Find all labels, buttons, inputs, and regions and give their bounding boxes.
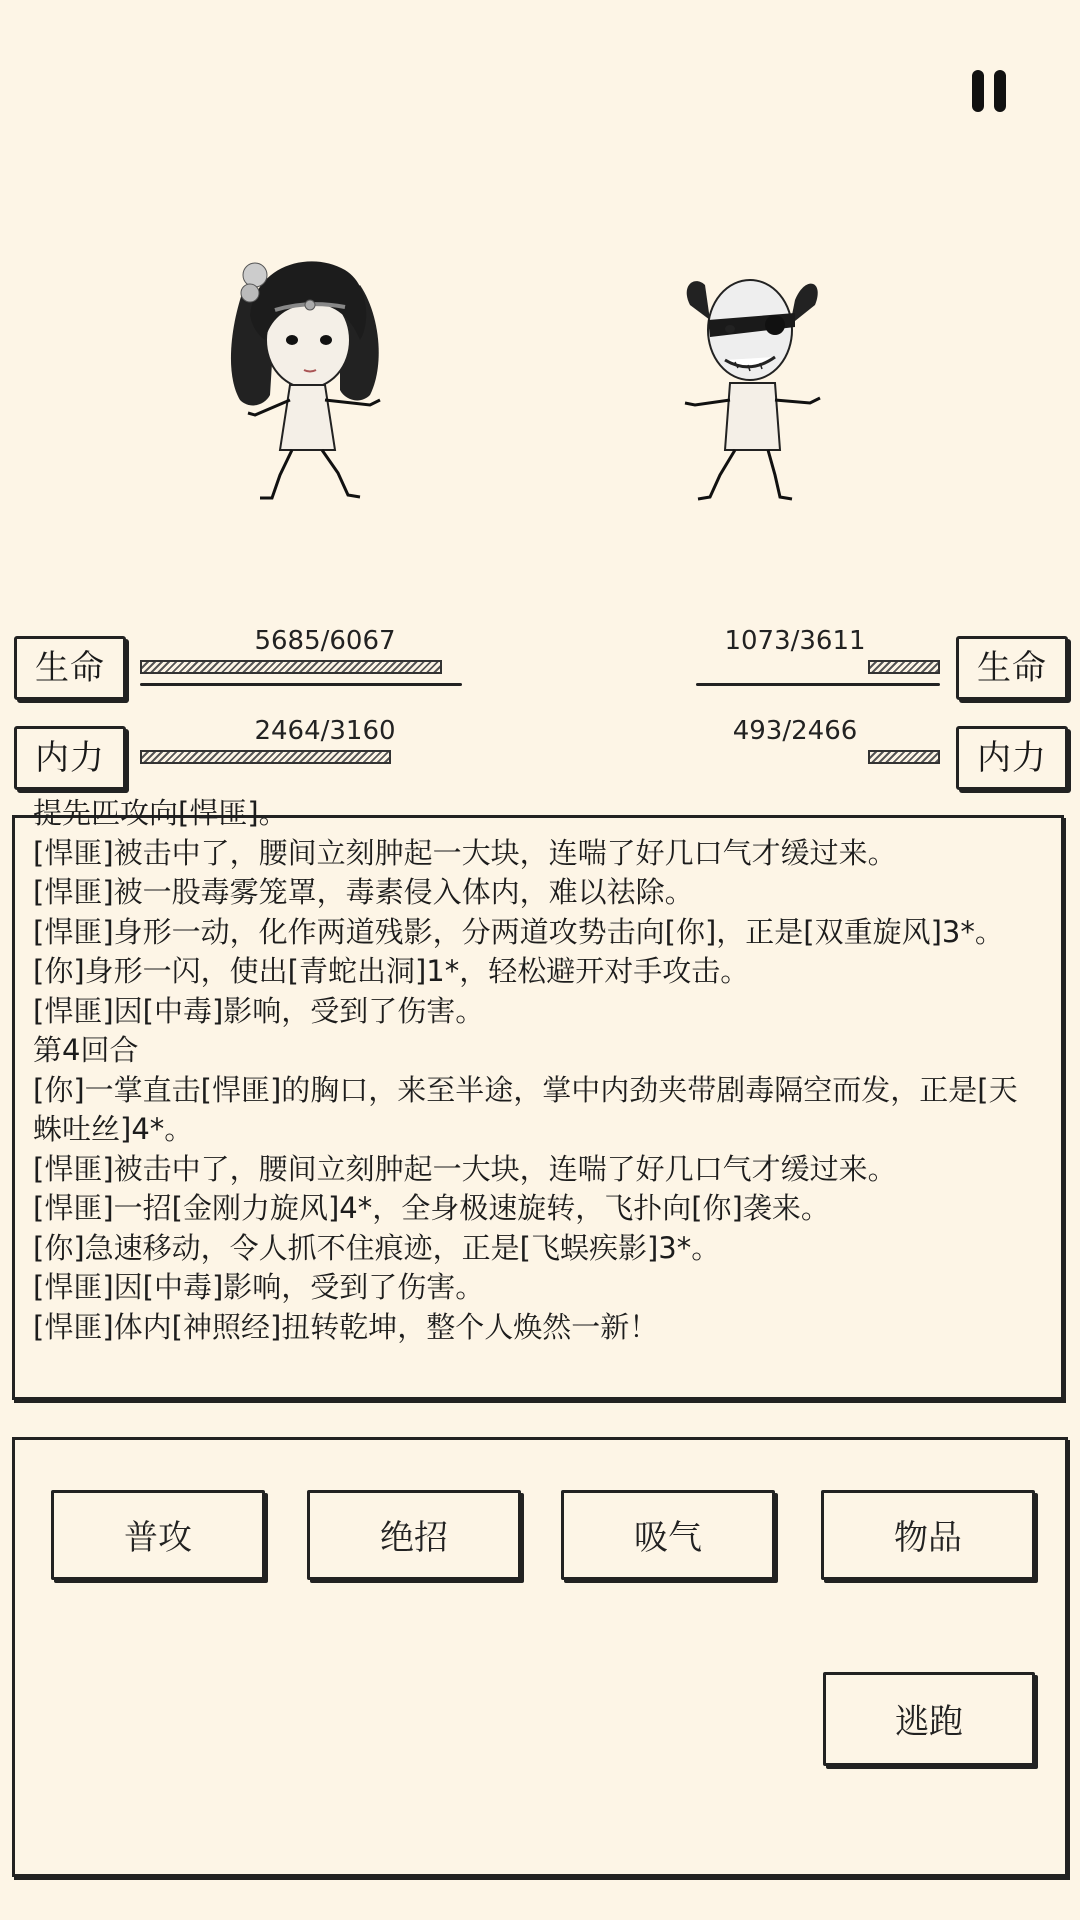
- enemy-hp-label: 生命: [956, 636, 1068, 700]
- log-line: [悍匪]一招[金刚力旋风]4*，全身极速旋转，飞扑向[你]袭来。: [33, 1191, 830, 1225]
- pause-button[interactable]: [966, 66, 1012, 116]
- log-line: [悍匪]被击中了，腰间立刻肿起一大块，连喘了好几口气才缓过来。: [33, 835, 897, 870]
- player-mp-label: 内力: [14, 726, 126, 790]
- player-hp-bar: [140, 660, 442, 674]
- log-line: [悍匪]因[中毒]影响，受到了伤害。: [33, 993, 485, 1028]
- log-line: 提先匹攻向[悍匪]。: [33, 796, 288, 830]
- battle-log-lines: [33, 794, 1043, 1347]
- enemy-mp-bar: [868, 750, 940, 764]
- log-line: [悍匪]被击中了，腰间立刻肿起一大块，连喘了好几口气才缓过来。: [33, 1151, 897, 1186]
- attack-button[interactable]: 普攻: [51, 1490, 265, 1580]
- items-button[interactable]: 物品: [821, 1490, 1035, 1580]
- ultimate-button[interactable]: 绝招: [307, 1490, 521, 1580]
- enemy-hp-value: 1073/3611: [724, 626, 866, 656]
- log-line: [你]一掌直击[悍匪]的胸口，来至半途，掌中内劲夹带剧毒隔空而发，正是[天蛛吐丝]4*。: [33, 1072, 1018, 1146]
- log-line: [悍匪]因[中毒]影响，受到了伤害。: [33, 1270, 485, 1304]
- enemy-mp-value: 493/2466: [732, 716, 858, 746]
- enemy-hp-bar: [868, 660, 940, 674]
- action-panel: [12, 1437, 1068, 1877]
- player-mp-bar: [140, 750, 391, 764]
- player-hp-track: [140, 683, 462, 686]
- log-line: [悍匪]被一股毒雾笼罩，毒素侵入体内，难以祛除。: [33, 875, 694, 909]
- pause-icon: [972, 70, 984, 112]
- flee-button[interactable]: 逃跑: [823, 1672, 1035, 1766]
- enemy-hp-track: [696, 683, 940, 686]
- player-hp-value: 5685/6067: [254, 626, 396, 656]
- log-line: [你]急速移动，令人抓不住痕迹，正是[飞蜈疾影]3*。: [33, 1230, 721, 1265]
- log-line: 第4回合: [33, 1033, 139, 1067]
- enemy-character: [680, 265, 830, 505]
- player-hp-label: 生命: [14, 636, 126, 700]
- log-line: [悍匪]身形一动，化作两道残影，分两道攻势击向[你]，正是[双重旋风]3*。: [33, 914, 1004, 949]
- log-line: [你]身形一闪，使出[青蛇出洞]1*，轻松避开对手攻击。: [33, 954, 750, 988]
- player-character: [220, 245, 410, 505]
- enemy-mp-label: 内力: [956, 726, 1068, 790]
- log-line: [悍匪]体内[神照经]扭转乾坤，整个人焕然一新！: [33, 1309, 659, 1344]
- player-mp-value: 2464/3160: [254, 716, 396, 746]
- battle-log[interactable]: [12, 796, 1064, 1400]
- breathe-button[interactable]: 吸气: [561, 1490, 775, 1580]
